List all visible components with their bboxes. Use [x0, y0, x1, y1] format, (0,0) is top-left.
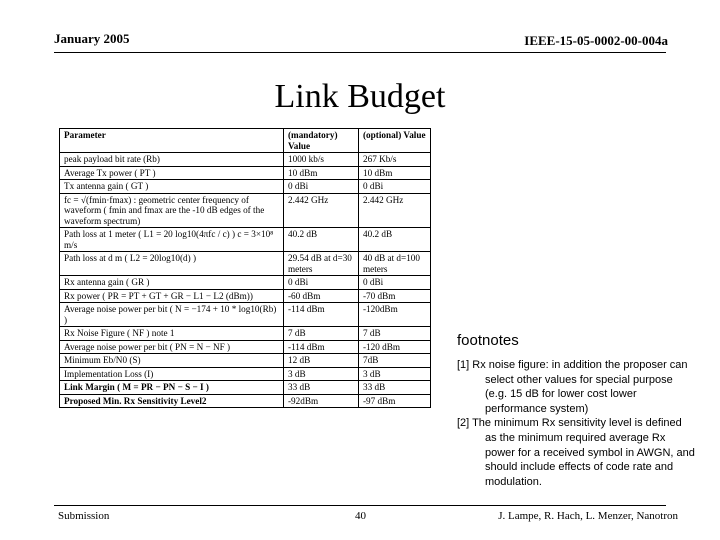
optional-cell: 40 dB at d=100 meters [359, 252, 431, 276]
table-row [60, 193, 431, 228]
table-row [60, 153, 431, 167]
optional-cell: 33 dB [359, 381, 431, 395]
table-row [60, 327, 431, 341]
mandatory-cell: 0 dBi [284, 180, 359, 194]
footnotes-box [457, 332, 695, 489]
mandatory-cell: -60 dBm [284, 289, 359, 303]
param-cell: Path loss at d m ( L2 = 20log10(d) ) [60, 252, 284, 276]
param-cell: Average noise power per bit ( PN = N − NF ) [60, 340, 284, 354]
col-header-mandatory: (mandatory) Value [284, 129, 359, 153]
optional-cell: -120 dBm [359, 340, 431, 354]
param-cell: Average Tx power ( PT ) [60, 166, 284, 180]
param-cell: Rx Noise Figure ( NF ) note 1 [60, 327, 284, 341]
param-cell: Minimum Eb/N0 (S) [60, 354, 284, 368]
footnote-2: [2] The minimum Rx sensitivity level is defined as the minimum required average Rx power for a received symbol in AWGN, and should include effects of code rate and modulation. [457, 417, 695, 488]
col-header-optional: (optional) Value [359, 129, 431, 153]
optional-cell: 10 dBm [359, 166, 431, 180]
mandatory-cell: 40.2 dB [284, 228, 359, 252]
mandatory-cell: 10 dBm [284, 166, 359, 180]
optional-cell: 0 dBi [359, 180, 431, 194]
mandatory-cell: 0 dBi [284, 276, 359, 290]
param-cell: Path loss at 1 meter ( L1 = 20 log10(4πfc / c) ) c = 3×10⁸ m/s [60, 228, 284, 252]
link-budget-table [59, 128, 431, 408]
header-date: January 2005 [54, 31, 130, 46]
optional-cell: -97 dBm [359, 394, 431, 408]
table-row [60, 303, 431, 327]
param-cell: Implementation Loss (I) [60, 367, 284, 381]
mandatory-cell: 1000 kb/s [284, 153, 359, 167]
param-cell: Rx power ( PR = PT + GT + GR − L1 − L2 (dBm)) [60, 289, 284, 303]
param-cell: Average noise power per bit ( N = −174 + 10 * log10(Rb) ) [60, 303, 284, 327]
footnotes-heading: footnotes [457, 332, 519, 349]
footer-rule [54, 505, 666, 506]
col-header-parameter: Parameter [60, 129, 284, 153]
mandatory-cell: 29.54 dB at d=30 meters [284, 252, 359, 276]
optional-cell: 2.442 GHz [359, 193, 431, 228]
table-row [60, 276, 431, 290]
param-cell: Link Margin ( M = PR − PN − S − I ) [60, 381, 284, 395]
optional-cell: 0 dBi [359, 276, 431, 290]
optional-cell: 40.2 dB [359, 228, 431, 252]
table-row [60, 340, 431, 354]
optional-cell: -120dBm [359, 303, 431, 327]
optional-cell: 7dB [359, 354, 431, 368]
mandatory-cell: 7 dB [284, 327, 359, 341]
table-header-row [60, 129, 431, 153]
mandatory-cell: -92dBm [284, 394, 359, 408]
slide-title: Link Budget [274, 78, 446, 115]
mandatory-cell: 33 dB [284, 381, 359, 395]
param-cell: peak payload bit rate (Rb) [60, 153, 284, 167]
optional-cell: 3 dB [359, 367, 431, 381]
mandatory-cell: -114 dBm [284, 303, 359, 327]
footer-authors: J. Lampe, R. Hach, L. Menzer, Nanotron [498, 510, 678, 522]
table-row [60, 381, 431, 395]
mandatory-cell: 2.442 GHz [284, 193, 359, 228]
table-row [60, 289, 431, 303]
footnote-1: [1] Rx noise figure: in addition the proposer can select other values for special purpose (e.g. 15 dB for lower cost lower performance system) [457, 359, 688, 415]
table-row [60, 252, 431, 276]
param-cell: Tx antenna gain ( GT ) [60, 180, 284, 194]
table-row [60, 180, 431, 194]
header-doc-id: IEEE-15-05-0002-00-004a [524, 33, 668, 48]
table-row [60, 166, 431, 180]
optional-cell: 267 Kb/s [359, 153, 431, 167]
param-cell: fc = √(fmin·fmax) : geometric center frequency of waveform ( fmin and fmax are the -10 dB edges of the waveform spectrum) [60, 193, 284, 228]
param-cell: Proposed Min. Rx Sensitivity Level2 [60, 394, 284, 408]
header-rule [54, 52, 666, 53]
mandatory-cell: -114 dBm [284, 340, 359, 354]
table-row [60, 367, 431, 381]
footer-submission: Submission [58, 510, 110, 522]
optional-cell: -70 dBm [359, 289, 431, 303]
page-number: 40 [355, 510, 366, 522]
mandatory-cell: 12 dB [284, 354, 359, 368]
mandatory-cell: 3 dB [284, 367, 359, 381]
optional-cell: 7 dB [359, 327, 431, 341]
table-row [60, 394, 431, 408]
table-row [60, 354, 431, 368]
table-row [60, 228, 431, 252]
param-cell: Rx antenna gain ( GR ) [60, 276, 284, 290]
